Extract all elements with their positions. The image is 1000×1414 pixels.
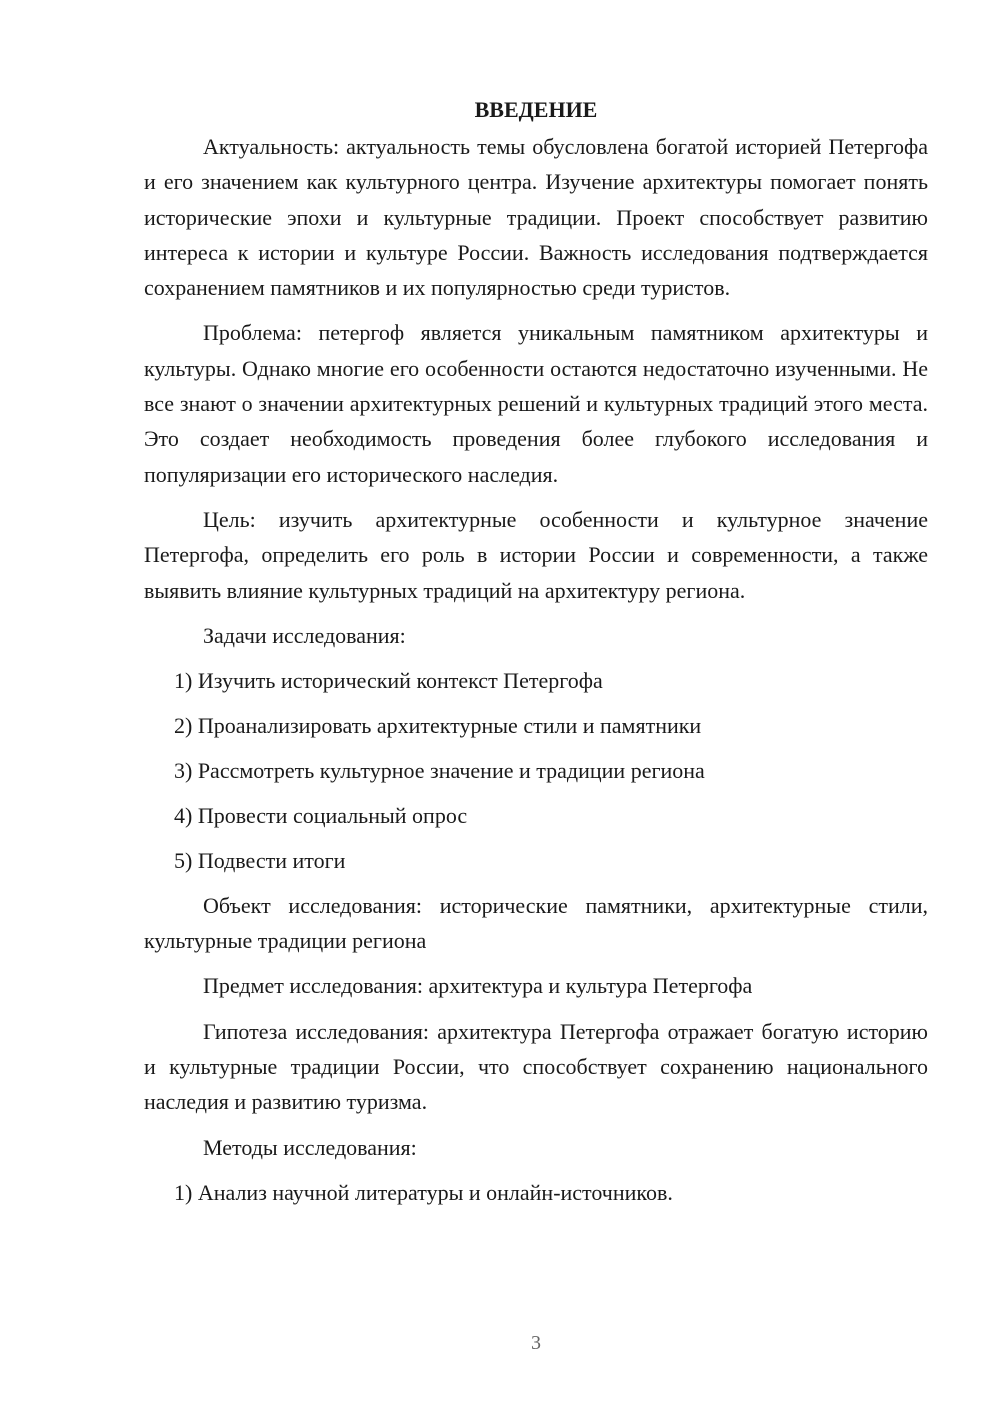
document-page [144, 95, 928, 1220]
list-item: 1) Изучить исторический контекст Петергофа [174, 667, 603, 693]
hypothesis-paragraph: Гипотеза исследования: архитектура Петергофа отражает богатую историю и культурные традиции России, что способствует сохранению национального наследия и развитию туризма. [144, 1018, 928, 1115]
methods-heading: Методы исследования: [203, 1134, 417, 1160]
section-title: ВВЕДЕНИЕ [474, 97, 598, 122]
relevance-paragraph: Актуальность: актуальность темы обусловлена богатой историей Петергофа и его значением как культурного центра. Изучение архитектуры помогает понять исторические эпохи и культурные традиции. Проект способствует развитию интереса к истории и культуре России. Важность исследования подтверждается сохранением памятников и их популярностью среди туристов. [144, 134, 928, 301]
problem-paragraph: Проблема: петергоф является уникальным памятником архитектуры и культуры. Однако многие его особенности остаются недостаточно изученными. Не все знают о значении архитектурных решений и культурных традиций этого места. Это создает необходимость проведения более глубокого исследования и популяризации его исторического наследия. [144, 320, 928, 487]
subject-paragraph: Предмет исследования: архитектура и культура Петергофа [203, 973, 753, 999]
tasks-list [144, 663, 928, 878]
list-item: 3) Рассмотреть культурное значение и традиции региона [174, 757, 705, 783]
methods-list [144, 1175, 928, 1210]
list-item: 2) Проанализировать архитектурные стили и памятники [174, 712, 702, 738]
goal-paragraph: Цель: изучить архитектурные особенности и культурное значение Петергофа, определить его роль в истории России и современности, а также выявить влияние культурных традиций на архитектуру региона. [144, 506, 928, 603]
list-item: 5) Подвести итоги [174, 847, 346, 873]
list-item: 1) Анализ научной литературы и онлайн-источников. [174, 1179, 673, 1205]
object-paragraph: Объект исследования: исторические памятники, архитектурные стили, культурные традиции региона [144, 892, 928, 954]
page-number: 3 [531, 1332, 541, 1354]
tasks-heading: Задачи исследования: [203, 622, 406, 648]
list-item: 4) Провести социальный опрос [174, 802, 468, 828]
